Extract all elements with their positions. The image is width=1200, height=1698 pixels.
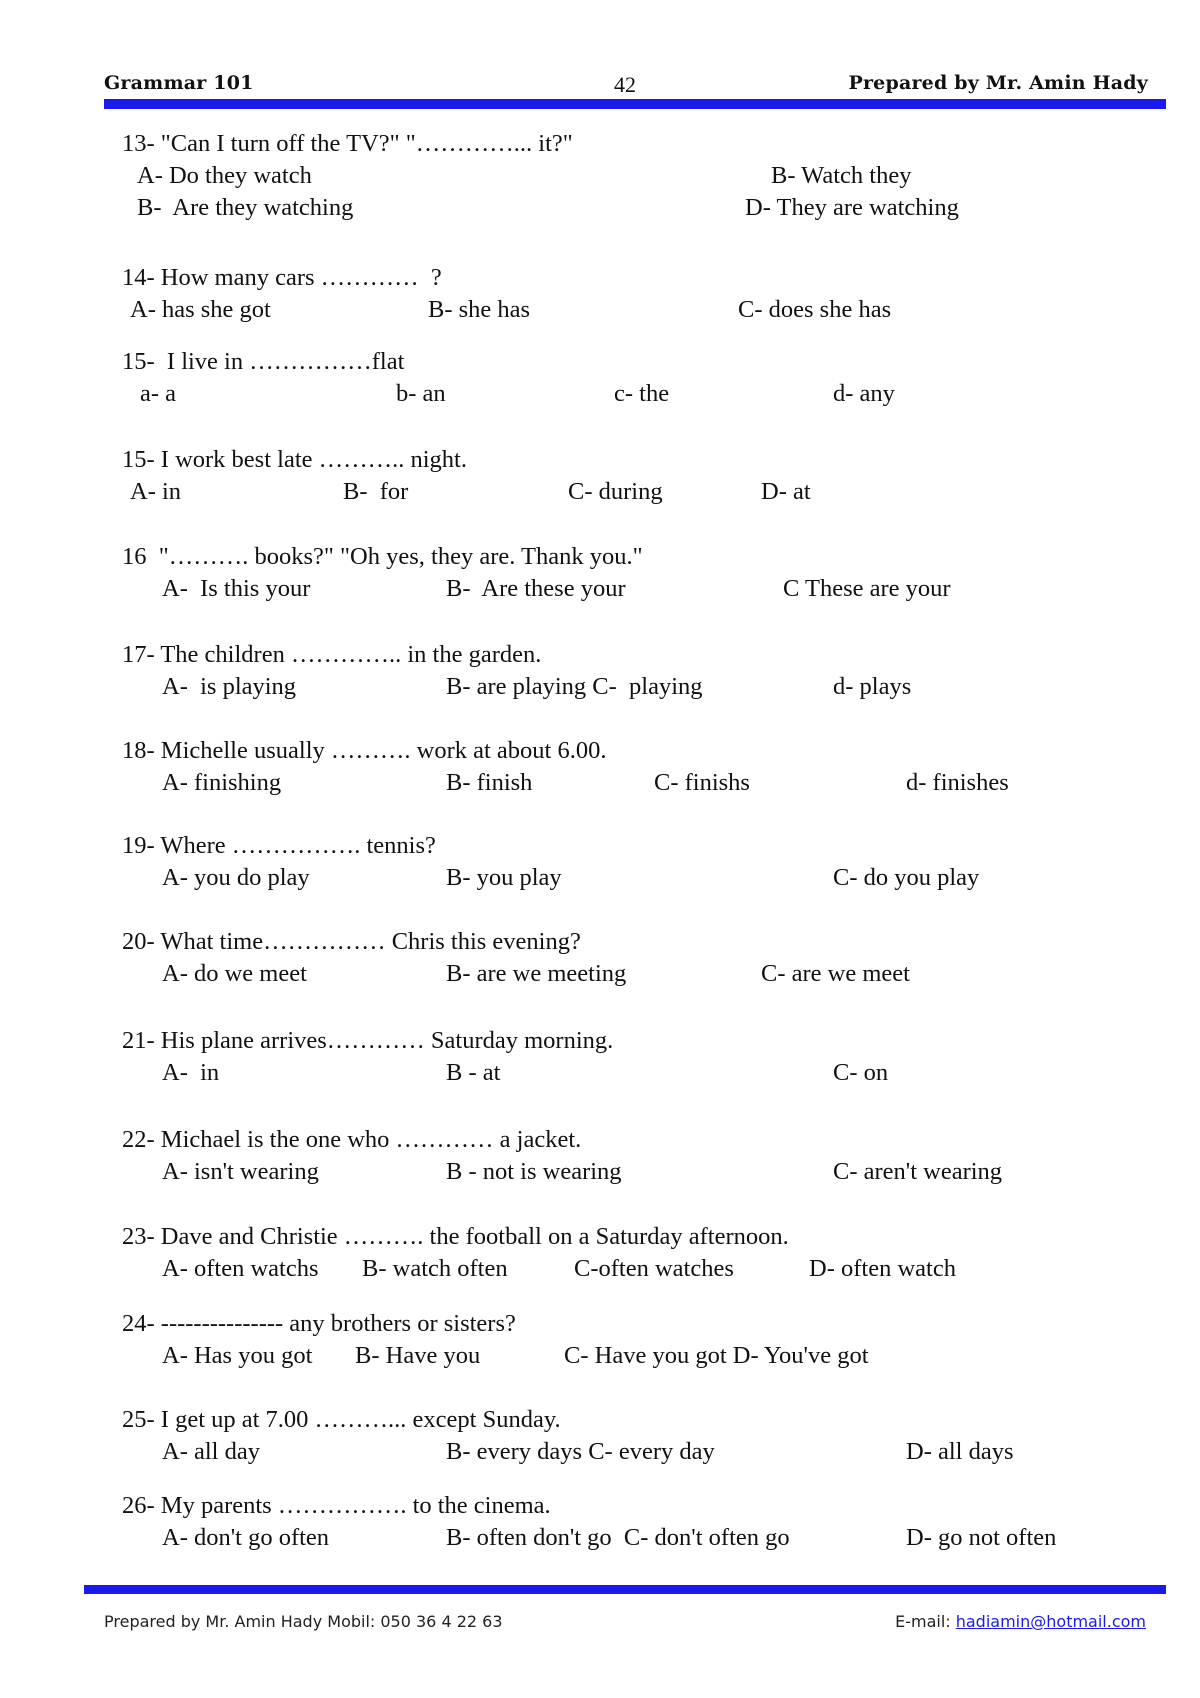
answer-option: B- Watch they bbox=[771, 162, 912, 189]
question-stem: 14- How many cars ………… ? bbox=[122, 264, 442, 291]
answer-option: B- are playing C- playing bbox=[446, 673, 703, 700]
answer-option: C- does she has bbox=[738, 296, 892, 323]
answer-option: b- an bbox=[396, 380, 446, 407]
answer-option: B- are we meeting bbox=[446, 960, 627, 987]
question-stem: 23- Dave and Christie ………. the football on a Saturday afternoon. bbox=[122, 1223, 789, 1250]
answer-option: C- do you play bbox=[833, 864, 980, 891]
answer-option: A- is playing bbox=[162, 673, 297, 700]
question-stem: 21- His plane arrives………… Saturday morning. bbox=[122, 1027, 614, 1054]
footer-rule bbox=[84, 1585, 1166, 1594]
footer-email bbox=[895, 1612, 1146, 1631]
answer-option: B- watch often bbox=[362, 1255, 508, 1282]
answer-option: B- Are these your bbox=[446, 575, 626, 602]
page-number: 42 bbox=[614, 72, 636, 97]
answer-option: D- go not often bbox=[906, 1524, 1057, 1551]
question-stem: 19- Where ……………. tennis? bbox=[122, 832, 436, 859]
question-stem: 16 "………. books?" "Oh yes, they are. Thank you." bbox=[122, 543, 643, 570]
question-stem: 24- --------------- any brothers or sisters? bbox=[122, 1310, 516, 1337]
answer-option: C- aren't wearing bbox=[833, 1158, 1003, 1185]
answer-option: C- finishs bbox=[654, 769, 750, 796]
answer-option: A- in bbox=[162, 1059, 220, 1086]
question-stem: 17- The children ………….. in the garden. bbox=[122, 641, 542, 668]
email-label: E-mail: bbox=[895, 1612, 956, 1631]
header-title: Grammar 101 bbox=[104, 72, 254, 94]
answer-option: c- the bbox=[614, 380, 670, 407]
answer-option: d- plays bbox=[833, 673, 912, 700]
answer-option: C- are we meet bbox=[761, 960, 910, 987]
answer-option: A- don't go often bbox=[162, 1524, 330, 1551]
question-stem: 15- I work best late ……….. night. bbox=[122, 446, 467, 473]
header-rule bbox=[104, 99, 1166, 109]
answer-option: a- a bbox=[140, 380, 177, 407]
answer-option: A- Is this your bbox=[162, 575, 311, 602]
answer-option: A- Do they watch bbox=[137, 162, 312, 189]
answer-option: B - at bbox=[446, 1059, 501, 1086]
answer-option: B- for bbox=[343, 478, 409, 505]
answer-option: A- Has you got bbox=[162, 1342, 313, 1369]
answer-option: B- she has bbox=[428, 296, 531, 323]
answer-option: C- during bbox=[568, 478, 663, 505]
answer-option: d- finishes bbox=[906, 769, 1009, 796]
answer-option: A- has she got bbox=[130, 296, 271, 323]
answer-option: d- any bbox=[833, 380, 895, 407]
answer-option: B- finish bbox=[446, 769, 533, 796]
question-stem: 20- What time…………… Chris this evening? bbox=[122, 928, 581, 955]
question-stem: 18- Michelle usually ………. work at about 6.00. bbox=[122, 737, 607, 764]
answer-option: D- They are watching bbox=[745, 194, 959, 221]
question-stem: 13- "Can I turn off the TV?" "…………... it?" bbox=[122, 130, 573, 157]
answer-option: A- you do play bbox=[162, 864, 310, 891]
question-stem: 15- I live in ……………flat bbox=[122, 348, 405, 375]
answer-option: D- often watch bbox=[809, 1255, 956, 1282]
answer-option: B- you play bbox=[446, 864, 562, 891]
answer-option: B - not is wearing bbox=[446, 1158, 622, 1185]
answer-option: A- do we meet bbox=[162, 960, 307, 987]
answer-option: B- Have you bbox=[355, 1342, 481, 1369]
footer-contact: Prepared by Mr. Amin Hady Mobil: 050 36 4 22 63 bbox=[104, 1612, 503, 1631]
answer-option: A- in bbox=[130, 478, 182, 505]
question-stem: 22- Michael is the one who ………… a jacket. bbox=[122, 1126, 582, 1153]
page-header bbox=[104, 72, 1164, 98]
answer-option: B- often don't go C- don't often go bbox=[446, 1524, 790, 1551]
answer-option: C- on bbox=[833, 1059, 889, 1086]
answer-option: C- Have you got D- You've got bbox=[564, 1342, 869, 1369]
answer-option: A- often watchs bbox=[162, 1255, 319, 1282]
answer-option: A- isn't wearing bbox=[162, 1158, 319, 1185]
header-author: Prepared by Mr. Amin Hady bbox=[848, 72, 1148, 94]
answer-option: A- all day bbox=[162, 1438, 260, 1465]
answer-option: B- every days C- every day bbox=[446, 1438, 715, 1465]
answer-option: B- Are they watching bbox=[137, 194, 354, 221]
question-stem: 26- My parents ……………. to the cinema. bbox=[122, 1492, 551, 1519]
answer-option: D- all days bbox=[906, 1438, 1014, 1465]
answer-option: A- finishing bbox=[162, 769, 282, 796]
answer-option: D- at bbox=[761, 478, 811, 505]
email-link[interactable]: hadiamin@hotmail.com bbox=[955, 1612, 1146, 1631]
question-stem: 25- I get up at 7.00 ………... except Sunday. bbox=[122, 1406, 561, 1433]
answer-option: C-often watches bbox=[574, 1255, 734, 1282]
answer-option: C These are your bbox=[783, 575, 951, 602]
